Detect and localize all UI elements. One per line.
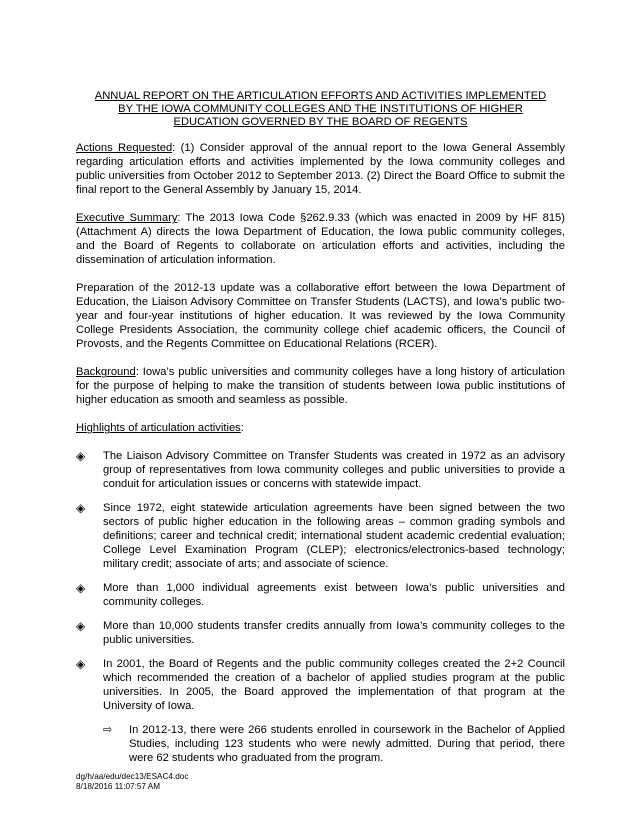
preparation-paragraph: Preparation of the 2012-13 update was a collaborative effort between the Iowa Department of Education, the Liaison Advisory Committee on Transfer Students (LACTS), and Iowa’s public two-year and four-year institutions of higher education. It was reviewed by the Iowa Community College Presidents Association, the community college chief academic officers, the Council of Provosts, and the Regents Committee on Educational Relations (RCER). [76, 282, 565, 351]
background-text: : Iowa’s public universities and community colleges have a long history of articulation for the purpose of helping to make the transition of students between Iowa public institutions of higher education as smooth and seamless as possible. [76, 366, 565, 407]
list-item-text: Since 1972, eight statewide articulation agreements have been signed between the two sectors of public higher education in the following areas – common grading symbols and definitions; career and technical credit; international student academic credential evaluation; College Level Examination Program (CLEP); electronics/electronics-based technology; military credit; associate of arts; and associate of science. [103, 502, 565, 571]
title-line-3: EDUCATION GOVERNED BY THE BOARD OF REGENTS [173, 115, 468, 128]
list-item-text: More than 1,000 individual agreements exist between Iowa’s public universities and community colleges. [103, 582, 565, 609]
sub-list-item [103, 723, 565, 765]
diamond-bullet-icon: ◈ [76, 581, 86, 596]
footer-file-path: dg/h/aa/edu/dec13/ESAC4.doc [76, 772, 189, 781]
diamond-bullet-icon: ◈ [76, 657, 86, 672]
actions-requested-label: Actions Requested [76, 142, 173, 155]
list-item [76, 501, 565, 571]
arrow-right-icon: ⇨ [103, 724, 113, 737]
list-item-text: More than 10,000 students transfer credits annually from Iowa’s community colleges to the public universities. [103, 620, 565, 647]
title-line-1: ANNUAL REPORT ON THE ARTICULATION EFFORTS AND ACTIVITIES IMPLEMENTED [94, 90, 547, 102]
executive-summary-text: : The 2013 Iowa Code §262.9.33 (which was enacted in 2009 by HF 815) (Attachment A) directs the Iowa Department of Education, the Iowa public community colleges, and the Board of Regents to collaborate on articulation efforts and activities, including the dissemination of articulation information. [76, 212, 565, 267]
list-item [76, 581, 565, 609]
actions-requested-paragraph [76, 141, 565, 197]
highlights-heading [76, 421, 565, 435]
diamond-bullet-icon: ◈ [76, 449, 86, 464]
executive-summary-label: Executive Summary [76, 212, 178, 225]
title-line-2: BY THE IOWA COMMUNITY COLLEGES AND THE INSTITUTIONS OF HIGHER [118, 102, 523, 115]
list-item-text: In 2001, the Board of Regents and the public community colleges created the 2+2 Council which recommended the creation of a bachelor of applied studies program at the public universities. In 2005, the Board approved the implementation of that program at the University of Iowa. [103, 658, 565, 713]
diamond-bullet-icon: ◈ [76, 619, 86, 634]
list-item-text: The Liaison Advisory Committee on Transfer Students was created in 1972 as an advisory group of representatives from Iowa community colleges and public universities to provide a conduit for articulation issues or concerns with statewide impact. [103, 450, 565, 491]
report-title [76, 90, 565, 128]
background-paragraph [76, 365, 565, 407]
list-item [76, 449, 565, 491]
actions-requested-text: : (1) Consider approval of the annual report to the Iowa General Assembly regarding articulation efforts and activities implemented by the Iowa community colleges and public universities from October 2012 to September 2013. (2) Direct the Board Office to submit the final report to the General Assembly by January 15, 2014. [76, 142, 565, 197]
highlights-list [76, 449, 565, 765]
list-item [76, 619, 565, 647]
document-footer [76, 772, 188, 792]
background-label: Background [76, 366, 136, 379]
highlights-label: Highlights of articulation activities [76, 422, 241, 435]
list-item [76, 657, 565, 713]
sub-list-item-text: In 2012-13, there were 266 students enrolled in coursework in the Bachelor of Applied Studies, including 123 students who were newly admitted. During that period, there were 62 students who graduated from the program. [129, 724, 565, 765]
diamond-bullet-icon: ◈ [76, 501, 86, 516]
document-page [76, 90, 565, 765]
executive-summary-paragraph [76, 211, 565, 267]
footer-timestamp: 8/18/2016 11:07:57 AM [76, 782, 161, 791]
highlights-suffix: : [240, 422, 244, 435]
